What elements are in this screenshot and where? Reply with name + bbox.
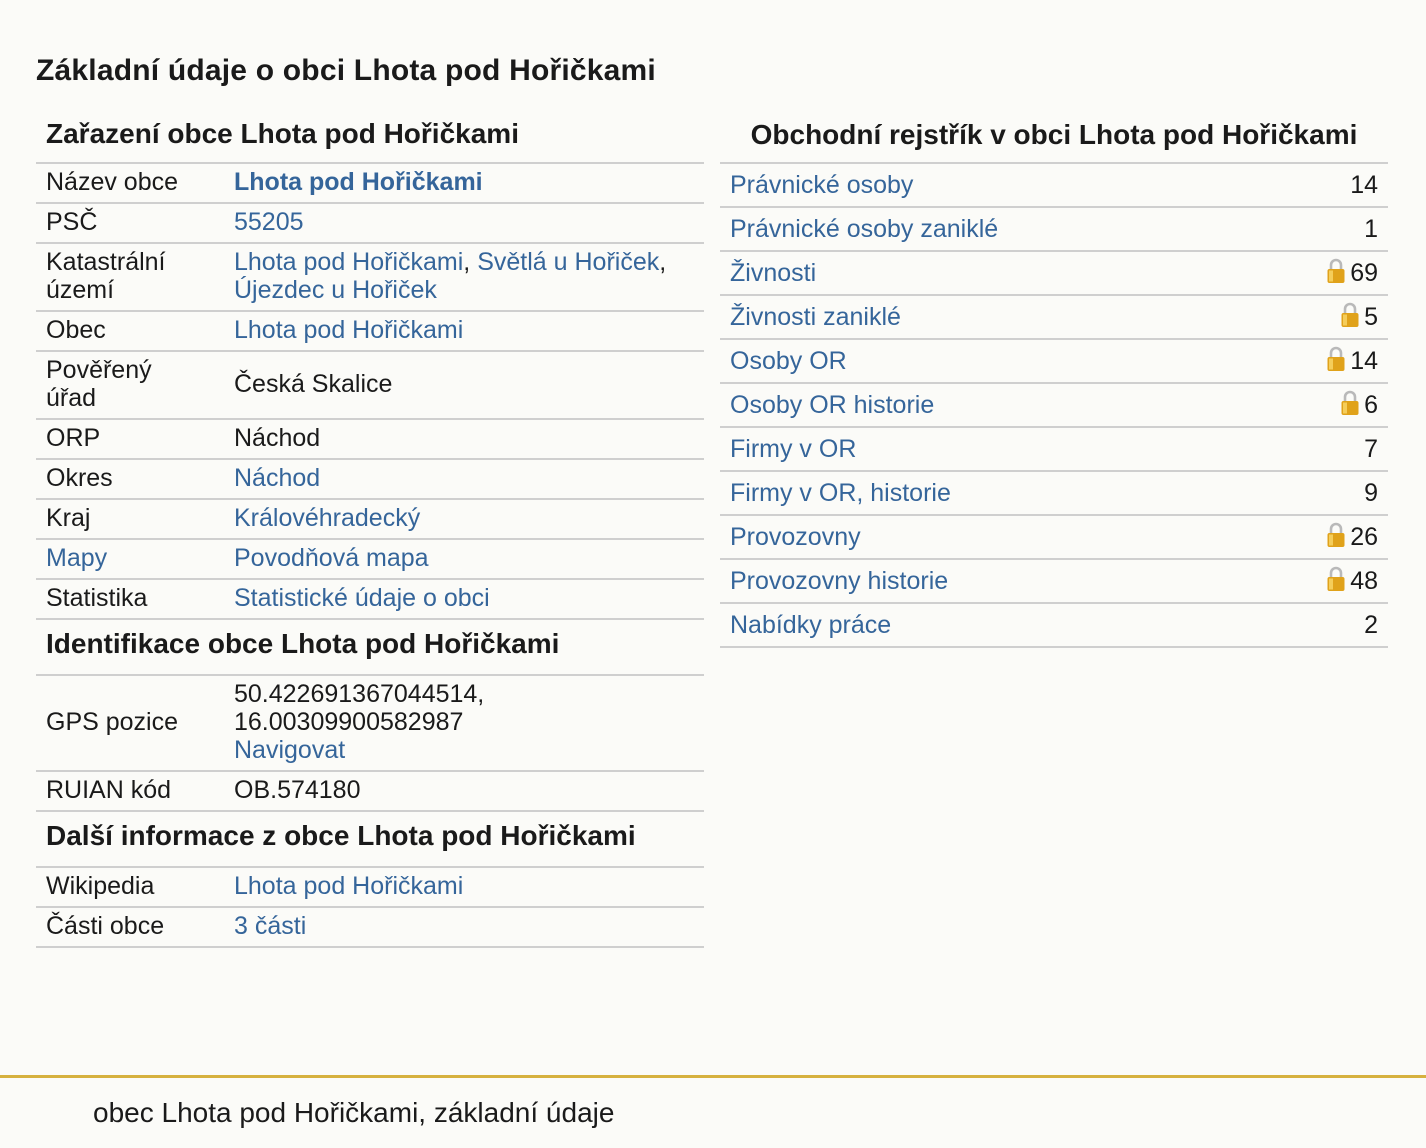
padlock-icon bbox=[1326, 346, 1346, 372]
dalsi-heading: Další informace z obce Lhota pod Hořičkami bbox=[36, 812, 704, 868]
separator: , bbox=[463, 248, 478, 276]
table-row bbox=[36, 868, 704, 907]
identifikace-heading: Identifikace obce Lhota pod Hořičkami bbox=[36, 620, 704, 676]
row-label: RUIAN kód bbox=[36, 771, 214, 811]
table-row bbox=[36, 499, 704, 539]
ruian-value: OB.574180 bbox=[214, 771, 704, 811]
casti-obce-link[interactable]: 3 části bbox=[234, 912, 307, 940]
table-row bbox=[720, 471, 1388, 515]
obec-link[interactable]: Lhota pod Hořičkami bbox=[234, 316, 464, 344]
zarazeni-heading: Zařazení obce Lhota pod Hořičkami bbox=[36, 112, 704, 164]
count-value: 7 bbox=[1364, 435, 1378, 463]
footer-text: obec Lhota pod Hořičkami, základní údaje bbox=[93, 1097, 615, 1128]
count-value: 9 bbox=[1364, 479, 1378, 507]
povereny-value: Česká Skalice bbox=[214, 351, 704, 419]
table-row bbox=[720, 207, 1388, 251]
table-row bbox=[720, 559, 1388, 603]
rejstrik-link[interactable]: Provozovny historie bbox=[730, 567, 949, 595]
footer-divider bbox=[0, 1075, 1426, 1078]
padlock-icon bbox=[1326, 258, 1346, 284]
page-title: Základní údaje o obci Lhota pod Hořičkami bbox=[36, 54, 656, 87]
nazev-obce-link[interactable]: Lhota pod Hořičkami bbox=[234, 168, 483, 196]
psc-link[interactable]: 55205 bbox=[234, 208, 304, 236]
rejstrik-link[interactable]: Nabídky práce bbox=[730, 611, 892, 639]
table-row bbox=[36, 771, 704, 811]
row-label: GPS pozice bbox=[36, 676, 214, 771]
table-row bbox=[36, 579, 704, 619]
count-value: 5 bbox=[1364, 303, 1378, 331]
padlock-icon bbox=[1326, 566, 1346, 592]
count-value: 69 bbox=[1350, 259, 1378, 287]
rejstrik-link[interactable]: Provozovny bbox=[730, 523, 861, 551]
row-label: Kraj bbox=[36, 499, 214, 539]
statistika-link[interactable]: Statistické údaje o obci bbox=[234, 584, 490, 612]
row-label: Pověřený úřad bbox=[36, 351, 214, 419]
table-row bbox=[36, 164, 704, 203]
orp-value: Náchod bbox=[214, 419, 704, 459]
left-column bbox=[36, 112, 704, 948]
katastr-link-ujezdec[interactable]: Újezdec u Hořiček bbox=[234, 276, 437, 304]
padlock-icon bbox=[1326, 522, 1346, 548]
row-label: Wikipedia bbox=[36, 868, 214, 907]
row-label: Okres bbox=[36, 459, 214, 499]
povodnova-mapa-link[interactable]: Povodňová mapa bbox=[234, 544, 429, 572]
gps-lat: 50.422691367044514, bbox=[234, 680, 485, 708]
table-row bbox=[720, 603, 1388, 647]
right-column bbox=[720, 112, 1388, 648]
rejstrik-link[interactable]: Firmy v OR, historie bbox=[730, 479, 951, 507]
mapy-link[interactable]: Mapy bbox=[46, 544, 108, 572]
row-label: Název obce bbox=[36, 164, 214, 203]
row-label: Statistika bbox=[36, 579, 214, 619]
padlock-icon bbox=[1340, 390, 1360, 416]
dalsi-table bbox=[36, 868, 704, 948]
table-row bbox=[36, 311, 704, 351]
table-row bbox=[720, 295, 1388, 339]
row-label: ORP bbox=[36, 419, 214, 459]
rejstrik-link[interactable]: Právnické osoby bbox=[730, 171, 914, 199]
rejstrik-link[interactable]: Firmy v OR bbox=[730, 435, 857, 463]
rejstrik-link[interactable]: Osoby OR historie bbox=[730, 391, 935, 419]
zarazeni-table bbox=[36, 164, 704, 620]
identifikace-table bbox=[36, 676, 704, 812]
padlock-icon bbox=[1340, 302, 1360, 328]
rejstrik-link[interactable]: Osoby OR bbox=[730, 347, 847, 375]
table-row bbox=[36, 907, 704, 947]
table-row bbox=[36, 243, 704, 311]
table-row bbox=[720, 251, 1388, 295]
okres-link[interactable]: Náchod bbox=[234, 464, 321, 492]
gps-lon: 16.00309900582987 bbox=[234, 708, 464, 736]
table-row bbox=[36, 351, 704, 419]
kraj-link[interactable]: Královéhradecký bbox=[234, 504, 421, 532]
table-row bbox=[36, 676, 704, 771]
wikipedia-link[interactable]: Lhota pod Hořičkami bbox=[234, 872, 464, 900]
count-value: 2 bbox=[1364, 611, 1378, 639]
table-row bbox=[36, 459, 704, 499]
rejstrik-heading: Obchodní rejstřík v obci Lhota pod Hořičkami bbox=[720, 112, 1388, 164]
separator: , bbox=[659, 248, 667, 276]
table-row bbox=[720, 339, 1388, 383]
table-row bbox=[720, 427, 1388, 471]
row-label: Katastrální území bbox=[36, 243, 214, 311]
count-value: 26 bbox=[1350, 523, 1378, 551]
row-label: Části obce bbox=[36, 907, 214, 947]
count-value: 6 bbox=[1364, 391, 1378, 419]
katastr-link-lhota[interactable]: Lhota pod Hořičkami bbox=[234, 248, 464, 276]
count-value: 1 bbox=[1364, 215, 1378, 243]
row-label: Obec bbox=[36, 311, 214, 351]
rejstrik-link[interactable]: Živnosti zaniklé bbox=[730, 303, 901, 331]
table-row bbox=[720, 164, 1388, 207]
table-row bbox=[36, 419, 704, 459]
navigovat-link[interactable]: Navigovat bbox=[234, 736, 346, 764]
rejstrik-link[interactable]: Živnosti bbox=[730, 259, 817, 287]
count-value: 48 bbox=[1350, 567, 1378, 595]
table-row bbox=[36, 203, 704, 243]
katastr-link-svetla[interactable]: Světlá u Hořiček bbox=[477, 248, 660, 276]
table-row bbox=[720, 383, 1388, 427]
table-row bbox=[36, 539, 704, 579]
table-row bbox=[720, 515, 1388, 559]
row-label: PSČ bbox=[36, 203, 214, 243]
count-value: 14 bbox=[1350, 347, 1378, 375]
rejstrik-link[interactable]: Právnické osoby zaniklé bbox=[730, 215, 999, 243]
rejstrik-table bbox=[720, 164, 1388, 648]
count-value: 14 bbox=[1350, 171, 1378, 199]
